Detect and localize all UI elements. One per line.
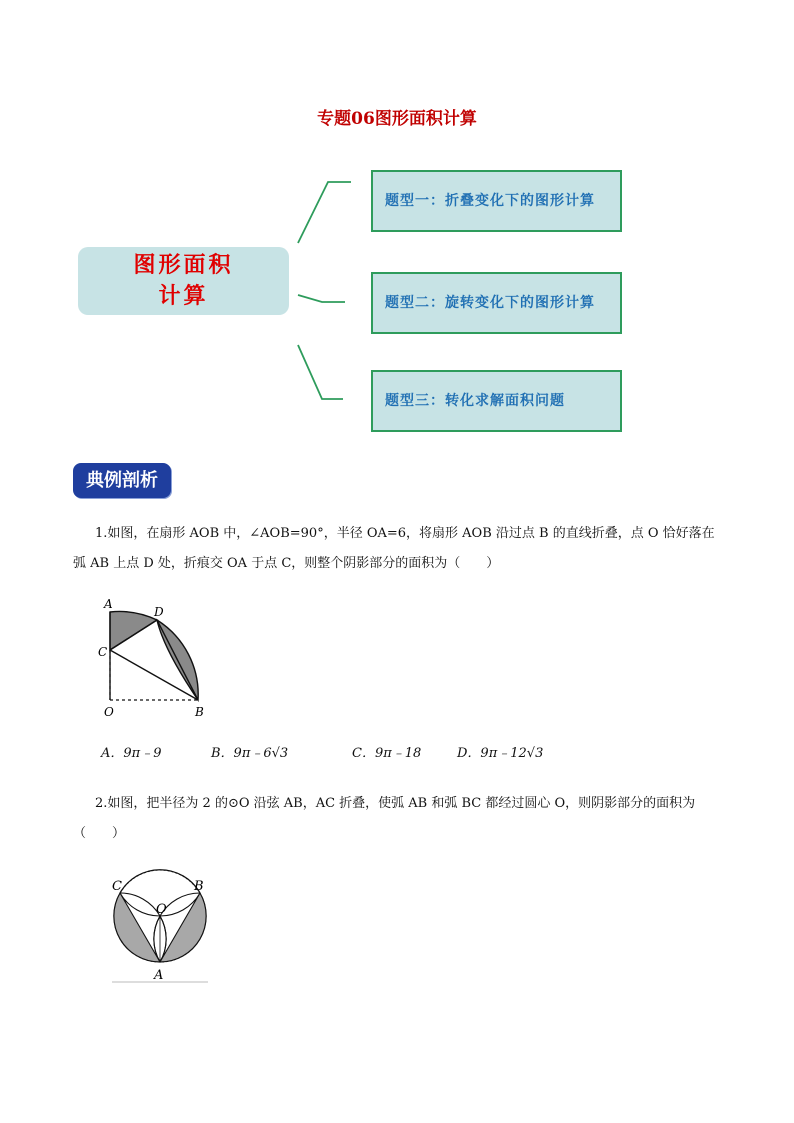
connector-1	[298, 182, 351, 243]
label-c2: C	[112, 879, 122, 894]
label-o2: O	[156, 902, 167, 917]
mindmap-main-node	[78, 247, 289, 315]
main-node-line1: 图形面积	[133, 252, 234, 278]
question-1-line2: 弧 AB 上点 D 处，折痕交 OA 于点 C，则整个阴影部分的面积为（ ）	[73, 556, 500, 571]
label-d: D	[154, 605, 164, 619]
question-2-text	[73, 789, 723, 849]
connector-3	[298, 345, 343, 399]
mindmap-branch-2: 题型二：旋转变化下的图形计算	[371, 272, 622, 334]
mindmap-branch-3: 题型三：转化求解面积问题	[371, 370, 622, 432]
mindmap-branch-1: 题型一：折叠变化下的图形计算	[371, 170, 622, 232]
question-1-line1: 1.如图，在扇形 AOB 中，∠AOB=90°，半径 OA=6，将扇形 AOB 沿过点 B 的直线折叠，点 O 恰好落在	[95, 526, 715, 541]
label-b: B	[195, 705, 204, 719]
label-o: O	[104, 705, 114, 719]
section-badge: 典例剖析	[73, 463, 171, 498]
connector-2	[298, 295, 345, 302]
choice-d[interactable]: D．9π﹣12√3	[457, 746, 544, 761]
label-a2: A	[154, 968, 164, 983]
page-title: 专题06图形面积计算	[317, 109, 477, 129]
choice-b[interactable]: B．9π﹣6√3	[211, 746, 289, 761]
choice-c[interactable]: C．9π﹣18	[352, 746, 422, 761]
upper-arc	[120, 870, 200, 893]
question-2-line1: 2.如图，把半径为 2 的⊙O 沿弦 AB，AC 折叠，使弧 AB 和弧 BC 都经过圆心 O，则阴影部分的面积为	[95, 796, 696, 811]
question-2-figure	[110, 858, 210, 986]
label-c: C	[98, 645, 108, 659]
label-b2: B	[194, 879, 204, 894]
question-2-line2: （ ）	[73, 826, 126, 841]
question-1-figure	[98, 592, 218, 722]
question-1-text	[73, 519, 723, 579]
main-node-line2: 计算	[158, 283, 209, 309]
label-a: A	[104, 597, 113, 611]
shaded-region-left	[110, 612, 157, 650]
choice-a[interactable]: A．9π﹣9	[101, 746, 162, 761]
